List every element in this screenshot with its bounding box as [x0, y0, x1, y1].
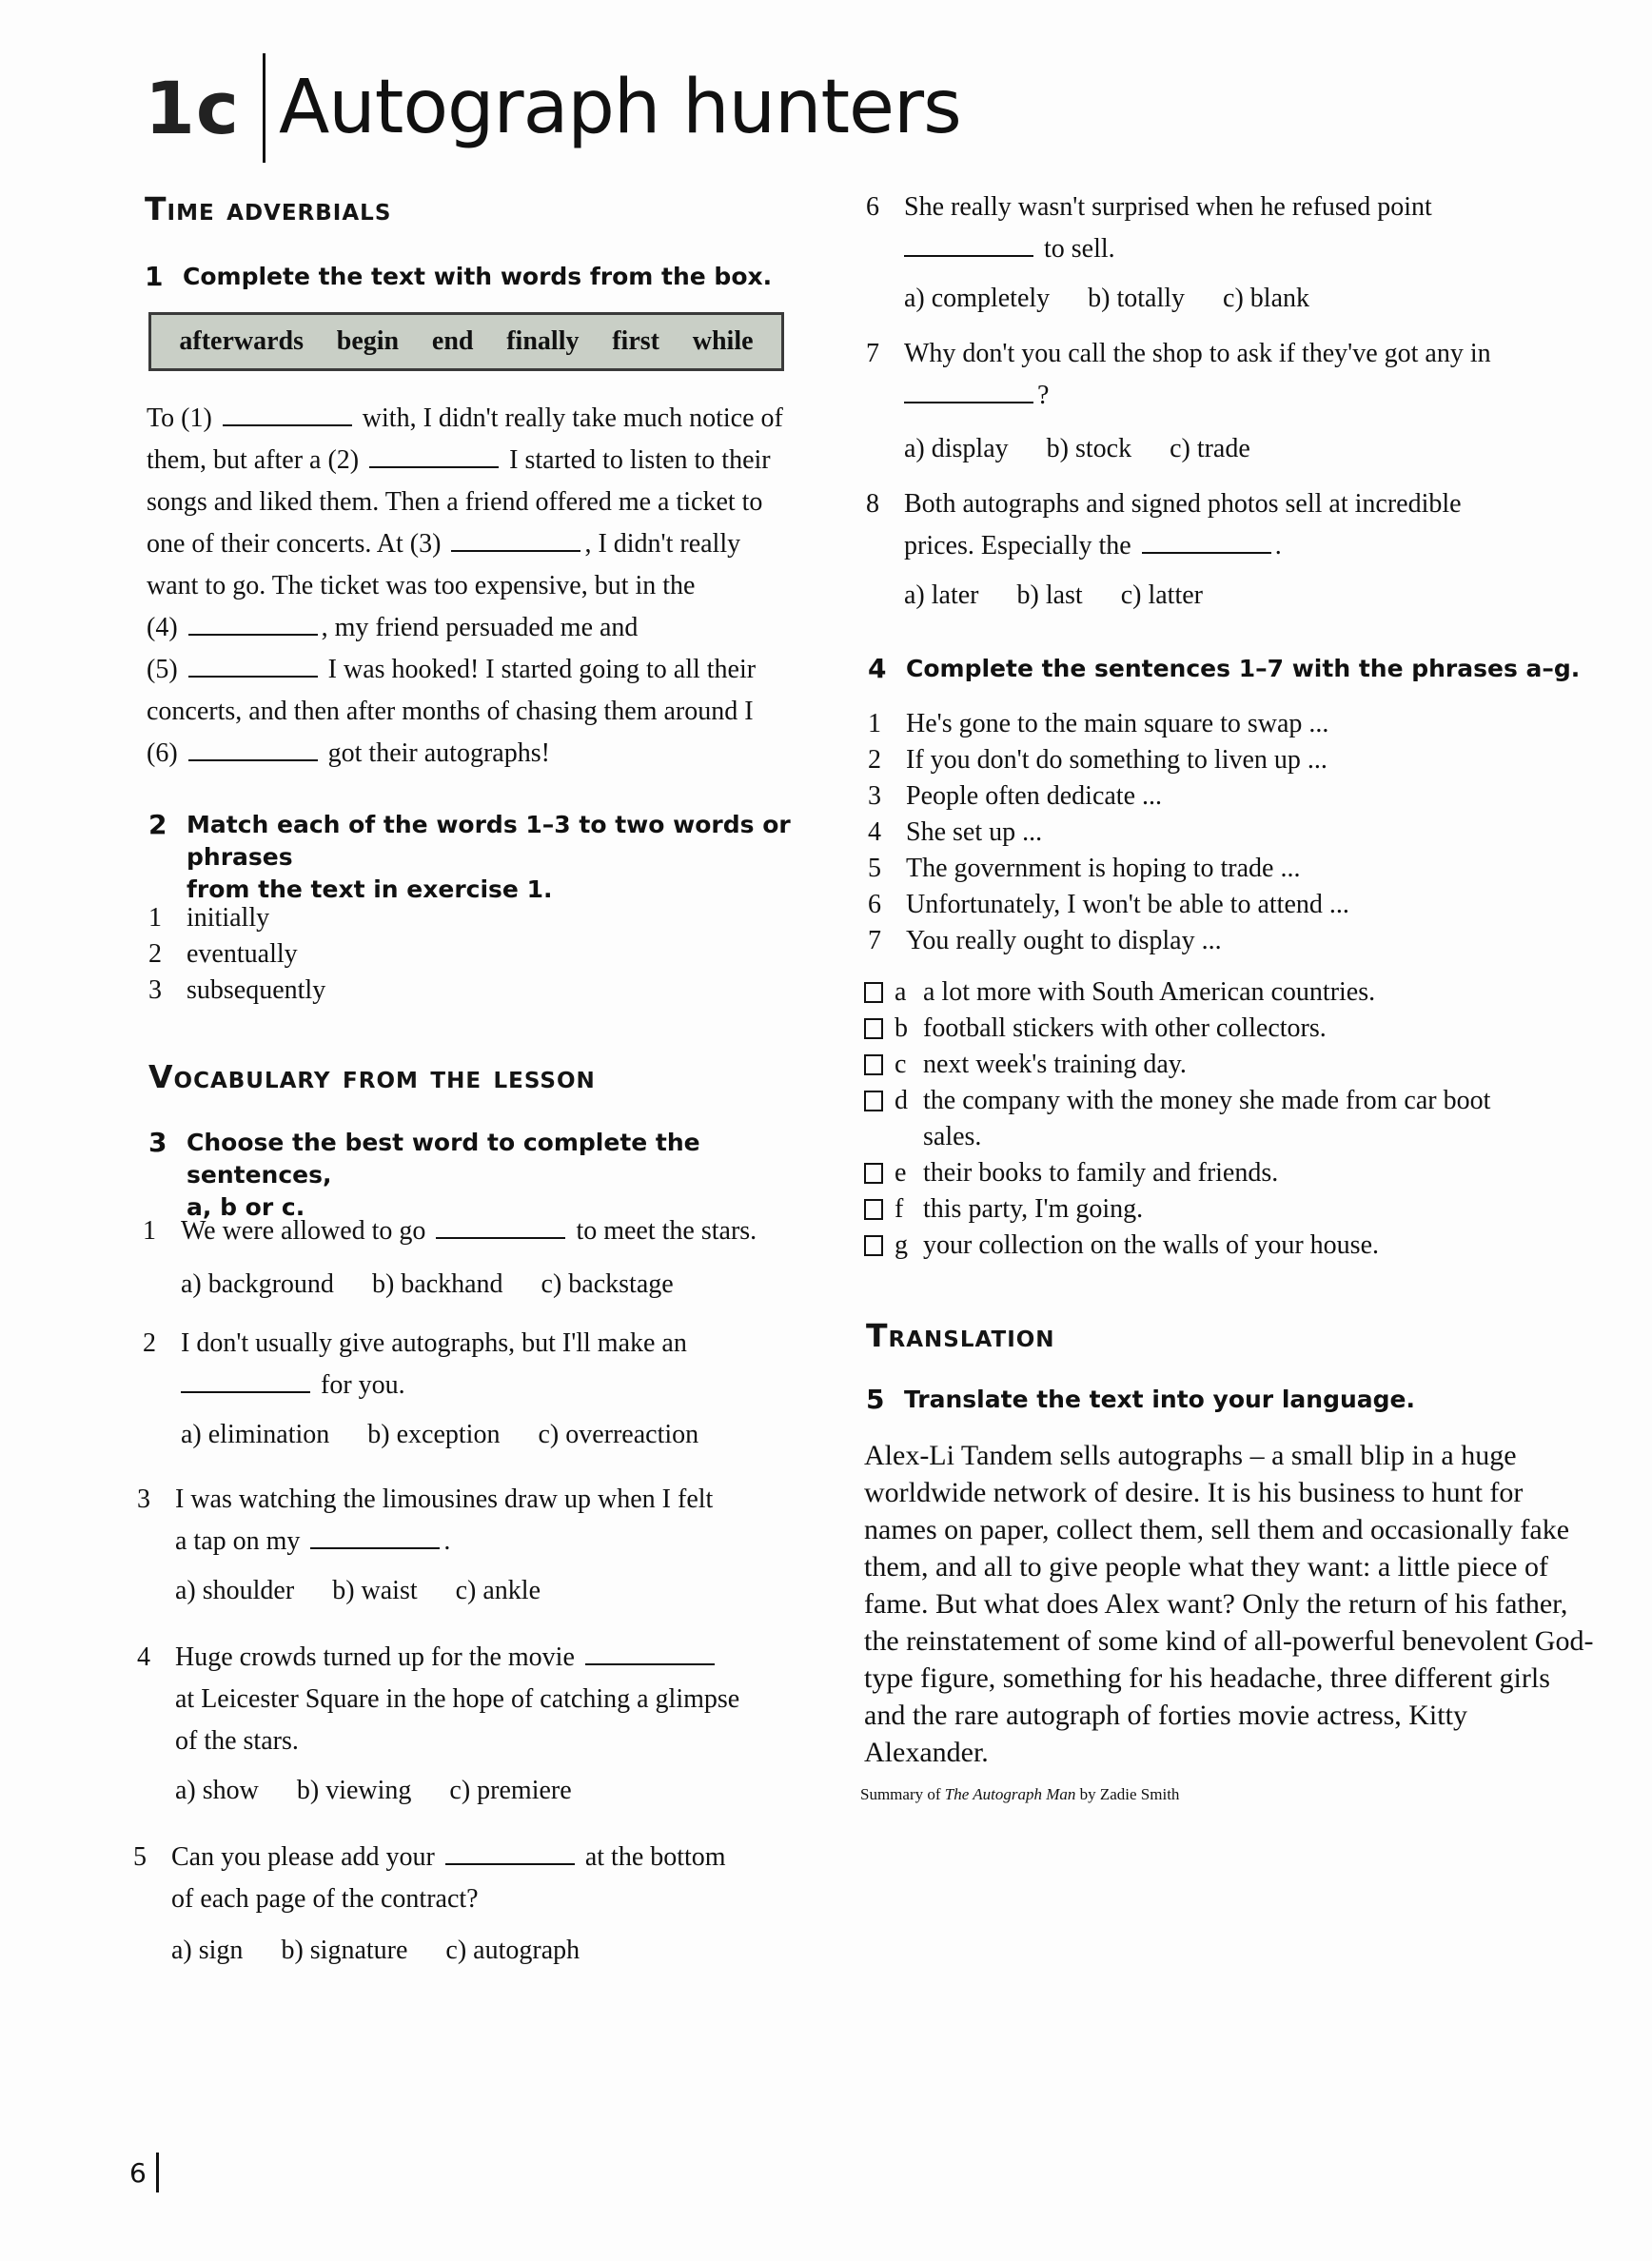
- option-c[interactable]: c) overreaction: [538, 1420, 699, 1449]
- text-line: (5) I was hooked! I started going to all their: [147, 655, 757, 684]
- exercise-1-text: [147, 398, 832, 775]
- option-a[interactable]: a) completely: [904, 284, 1051, 313]
- option-c[interactable]: c) latter: [1120, 580, 1203, 610]
- word-box-item: afterwards: [179, 326, 304, 356]
- phrase-item: e their books to family and friends.: [864, 1155, 1587, 1191]
- word-box-item: first: [612, 326, 659, 356]
- text-line: songs and liked them. Then a friend offered me a ticket to: [147, 487, 763, 517]
- answer-blank[interactable]: [181, 1372, 310, 1393]
- exercise-4-instruction: 4 Complete the sentences 1–7 with the phrases a–g.: [868, 653, 1581, 684]
- option-a[interactable]: a) background: [181, 1269, 334, 1299]
- exercise-4-sentences: [868, 706, 1591, 959]
- text-line: want to go. The ticket was too expensive, but in the: [147, 571, 696, 600]
- text-line: them, but after a (2) I started to listen to their: [147, 445, 771, 475]
- list-item: 2 eventually: [148, 939, 298, 969]
- exercise-number: 1: [145, 261, 164, 292]
- option-c[interactable]: c) autograph: [445, 1936, 580, 1965]
- translation-passage: Alex-Li Tandem sells autographs – a small blip in a huge worldwide network of desire. It is his business to hunt for names on paper, collect them, sell them and occasionally fake them, and all to give people what they want: a little piece of fame. But what does Alex want? Only the return of his father, the reinstatement of some kind of all-powerful benevolent God-type figure, something for his headache, three different girls and the rare autograph of forties movie actress, Kitty Alexander.: [864, 1440, 1594, 1768]
- answer-checkbox[interactable]: [864, 982, 883, 1003]
- answer-checkbox[interactable]: [864, 1018, 883, 1039]
- exercise-2-instruction: 2 Match each of the words 1–3 to two words or phrases from the text in exercise 1.: [148, 809, 791, 903]
- question-1: 1 We were allowed to go to meet the stars. a) background b) backhand c) backstage: [143, 1210, 828, 1306]
- option-b[interactable]: b) totally: [1088, 284, 1186, 313]
- book-title: The Autograph Man: [944, 1785, 1076, 1803]
- page-title: [145, 55, 961, 160]
- phrase-item: d the company with the money she made from car boot sales.: [864, 1083, 1587, 1155]
- gap-6-input[interactable]: [188, 740, 318, 761]
- answer-checkbox[interactable]: [864, 1091, 883, 1111]
- answer-blank[interactable]: [1142, 533, 1271, 554]
- option-a[interactable]: a) later: [904, 580, 979, 610]
- answer-blank[interactable]: [904, 236, 1033, 257]
- sentence-item: 6 Unfortunately, I won't be able to attend ...: [868, 890, 1349, 919]
- phrase-item: a a lot more with South American countries.: [864, 974, 1587, 1011]
- gap-1-input[interactable]: [223, 405, 352, 426]
- phrase-item: c next week's training day.: [864, 1047, 1587, 1083]
- option-a[interactable]: a) show: [175, 1776, 259, 1805]
- answer-checkbox[interactable]: [864, 1235, 883, 1256]
- answer-checkbox[interactable]: [864, 1163, 883, 1184]
- word-box-item: end: [431, 326, 474, 356]
- word-box-item: begin: [336, 326, 400, 356]
- title-divider: [263, 53, 266, 163]
- question-4: 4 Huge crowds turned up for the movie at Leicester Square in the hope of catching a glimpse of the stars. a) show b) viewing c) premiere: [137, 1637, 822, 1812]
- heading-translation: Translation: [866, 1317, 1055, 1354]
- option-c[interactable]: c) backstage: [541, 1269, 674, 1299]
- gap-5-input[interactable]: [188, 657, 318, 678]
- answer-blank[interactable]: [585, 1644, 715, 1665]
- source-citation: Summary of The Autograph Man by Zadie Smith: [860, 1785, 1180, 1803]
- option-b[interactable]: b) waist: [332, 1576, 418, 1605]
- sentence-item: 2 If you don't do something to liven up ...: [868, 745, 1328, 775]
- answer-blank[interactable]: [310, 1528, 440, 1549]
- question-7: 7 Why don't you call the shop to ask if they've got any in ? a) display b) stock c) trade: [866, 333, 1589, 470]
- sentence-item: 7 You really ought to display ...: [868, 926, 1222, 955]
- phrase-item: f this party, I'm going.: [864, 1191, 1587, 1228]
- text-line: To (1) with, I didn't really take much notice of: [147, 403, 783, 433]
- option-a[interactable]: a) shoulder: [175, 1576, 295, 1605]
- list-item: 3 subsequently: [148, 975, 326, 1005]
- option-b[interactable]: b) viewing: [296, 1776, 412, 1805]
- unit-title: Autograph hunters: [278, 65, 961, 150]
- option-a[interactable]: a) sign: [171, 1936, 244, 1965]
- option-c[interactable]: c) trade: [1170, 434, 1250, 463]
- exercise-4-phrases: [864, 974, 1587, 1264]
- answer-blank[interactable]: [904, 383, 1033, 403]
- option-a[interactable]: a) display: [904, 434, 1009, 463]
- option-a[interactable]: a) elimination: [181, 1420, 330, 1449]
- sentence-item: 5 The government is hoping to trade ...: [868, 854, 1301, 883]
- phrase-item: g your collection on the walls of your house.: [864, 1228, 1587, 1264]
- option-c[interactable]: c) ankle: [455, 1576, 541, 1605]
- answer-checkbox[interactable]: [864, 1054, 883, 1075]
- option-b[interactable]: b) signature: [281, 1936, 408, 1965]
- question-8: 8 Both autographs and signed photos sell at incredible prices. Especially the . a) later b) last c) latter: [866, 483, 1589, 617]
- answer-blank[interactable]: [436, 1218, 565, 1239]
- question-5: 5 Can you please add your at the bottom of each page of the contract? a) sign b) signature c) autograph: [133, 1837, 818, 1972]
- sentence-item: 3 People often dedicate ...: [868, 781, 1163, 811]
- question-3: 3 I was watching the limousines draw up when I felt a tap on my . a) shoulder b) waist c) ankle: [137, 1479, 822, 1612]
- sentence-item: 4 She set up ...: [868, 817, 1043, 847]
- question-6: 6 She really wasn't surprised when he refused point to sell. a) completely b) totally c) blank: [866, 187, 1589, 320]
- word-box: [148, 312, 784, 371]
- question-2: 2 I don't usually give autographs, but I'll make an for you. a) elimination b) exception c) overreaction: [143, 1323, 828, 1456]
- option-c[interactable]: c) premiere: [449, 1776, 572, 1805]
- instruction-text: Complete the text with words from the box.: [183, 263, 773, 290]
- unit-code: 1c: [145, 65, 240, 150]
- heading-vocabulary: Vocabulary from the lesson: [148, 1058, 596, 1095]
- text-line: (6) got their autographs!: [147, 738, 550, 768]
- exercise-1-instruction: [145, 261, 772, 293]
- answer-blank[interactable]: [445, 1844, 575, 1865]
- page-number-divider: [156, 2153, 159, 2192]
- option-b[interactable]: b) backhand: [371, 1269, 503, 1299]
- option-b[interactable]: b) last: [1016, 580, 1083, 610]
- word-box-item: while: [692, 326, 754, 356]
- text-line: one of their concerts. At (3) , I didn't really: [147, 529, 741, 559]
- option-b[interactable]: b) exception: [367, 1420, 501, 1449]
- exercise-5-instruction: 5 Translate the text into your language.: [866, 1384, 1415, 1415]
- list-item: 1 initially: [148, 903, 270, 933]
- gap-2-input[interactable]: [369, 447, 499, 468]
- exercise-3-instruction: 3 Choose the best word to complete the sentences, a, b or c.: [148, 1127, 700, 1221]
- sentence-item: 1 He's gone to the main square to swap ...: [868, 709, 1329, 738]
- gap-3-input[interactable]: [451, 531, 580, 552]
- option-b[interactable]: b) stock: [1046, 434, 1132, 463]
- word-box-item: finally: [506, 326, 580, 356]
- exercise-2-list: [148, 900, 815, 1009]
- text-line: (4) , my friend persuaded me and: [147, 613, 639, 642]
- text-line: concerts, and then after months of chasing them around I: [147, 697, 754, 726]
- answer-checkbox[interactable]: [864, 1199, 883, 1220]
- gap-4-input[interactable]: [188, 615, 318, 636]
- page-number: 6: [129, 2153, 159, 2192]
- phrase-item: b football stickers with other collectors.: [864, 1011, 1587, 1047]
- option-c[interactable]: c) blank: [1223, 284, 1309, 313]
- heading-time-adverbials: Time adverbials: [145, 190, 392, 227]
